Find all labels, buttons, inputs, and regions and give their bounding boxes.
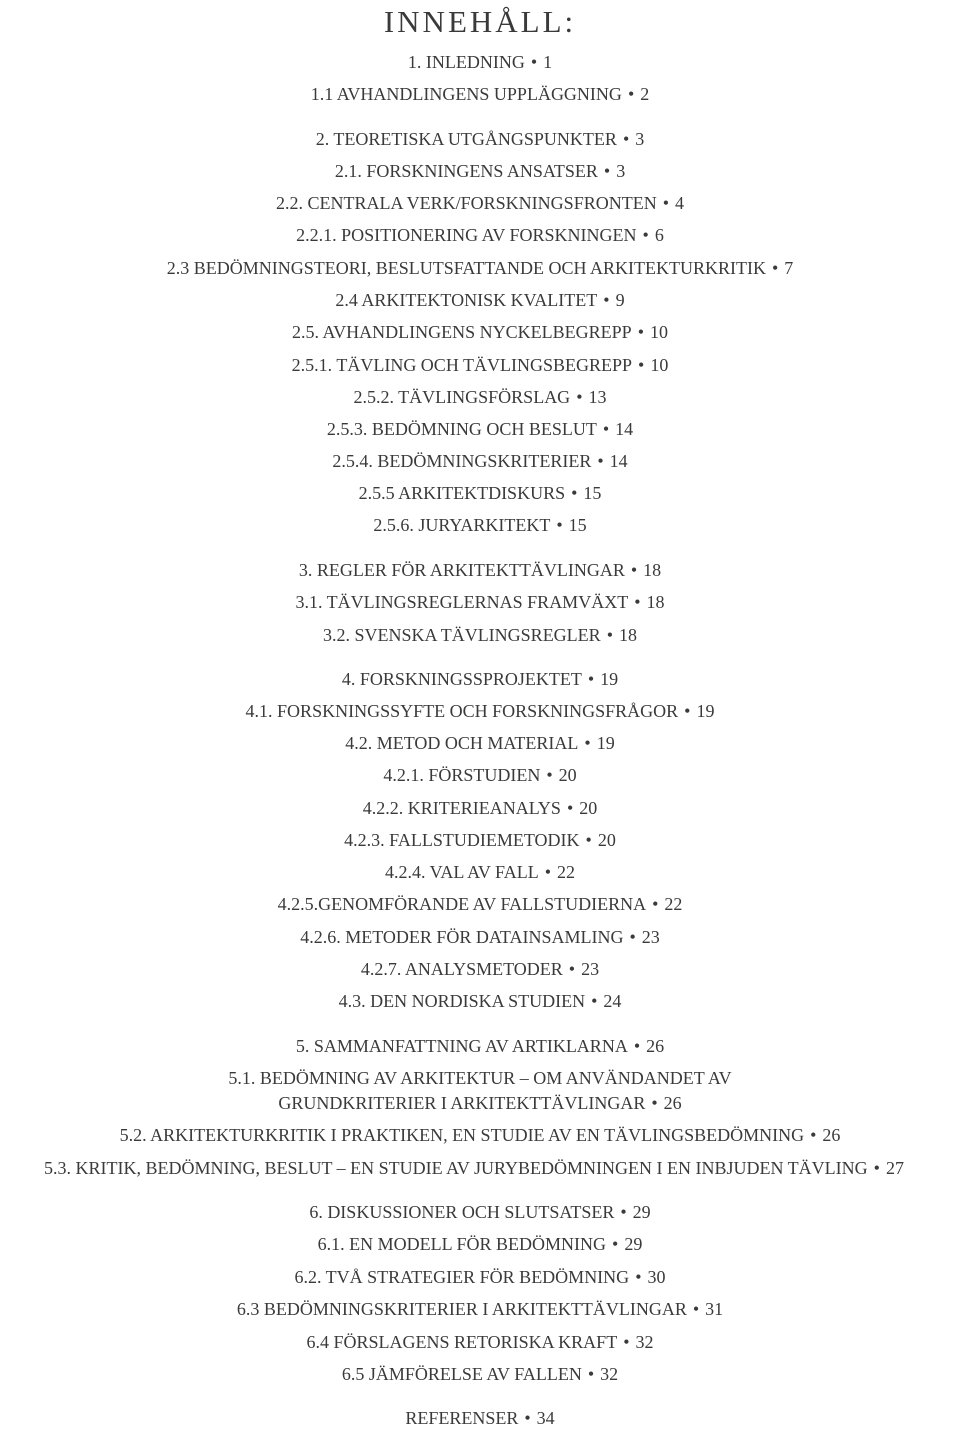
- toc-entry-title: 4.2.4. VAL AV FALL: [384, 862, 539, 882]
- toc-entry-page-number: 19: [600, 669, 619, 689]
- toc-entry-page-number: 3: [635, 129, 645, 149]
- toc-entry-page-number: 31: [705, 1299, 724, 1319]
- toc-entry[interactable]: [0, 892, 960, 916]
- page-title: INNEHÅLL:: [383, 4, 577, 39]
- toc-entry-title: 1.1 AVHANDLINGENS UPPLÄGGNING: [310, 84, 622, 104]
- toc-entry-page-number: 20: [558, 765, 577, 785]
- bullet-separator: •: [603, 161, 611, 181]
- toc-entry-page-number: 9: [615, 290, 625, 310]
- toc-entry-title: 4.1. FORSKNINGSSYFTE OCH FORSKNINGSFRÅGOR: [245, 701, 679, 721]
- bullet-separator: •: [635, 1267, 642, 1287]
- bullet-separator: •: [597, 451, 604, 471]
- toc-entry-page-number: 20: [579, 798, 598, 818]
- toc-entry[interactable]: [0, 127, 960, 151]
- toc-entry-title: 6.4 FÖRSLAGENS RETORISKA KRAFT: [306, 1332, 618, 1352]
- toc-entry[interactable]: [0, 860, 960, 884]
- toc-entry-title: 6.3 BEDÖMNINGSKRITERIER I ARKITEKTTÄVLINGAR: [236, 1299, 687, 1319]
- toc-entry-title: 2.5. AVHANDLINGENS NYCKELBEGREPP: [291, 322, 632, 342]
- toc-entry-title: 4.2.2. KRITERIEANALYS: [362, 798, 561, 818]
- bullet-separator: •: [633, 1036, 641, 1056]
- toc-entry[interactable]: [0, 667, 960, 691]
- toc-entry-page-number: 14: [615, 419, 634, 439]
- toc-entry[interactable]: [0, 82, 960, 106]
- toc-entry-title: 4.2.1. FÖRSTUDIEN: [383, 765, 541, 785]
- toc-entry-title: REFERENSER: [405, 1408, 519, 1428]
- toc-entry-page-number: 34: [536, 1408, 555, 1428]
- toc-entry[interactable]: [0, 699, 960, 723]
- toc-entry[interactable]: [0, 590, 960, 614]
- toc-entry-page-number: 7: [784, 258, 794, 278]
- bullet-separator: •: [629, 927, 636, 947]
- bullet-separator: •: [651, 1093, 658, 1113]
- bullet-separator: •: [620, 1202, 627, 1222]
- toc-entry[interactable]: [0, 320, 960, 344]
- toc-entry-title: 4.2.3. FALLSTUDIEMETODIK: [344, 830, 580, 850]
- toc-entry-title: 5.3. KRITIK, BEDÖMNING, BESLUT – EN STUDIE AV JURYBEDÖMNINGEN I EN INBJUDEN TÄVLING: [44, 1158, 868, 1178]
- toc-entry-title: 4.2. METOD OCH MATERIAL: [345, 733, 579, 753]
- toc-entry-title: 5.2. ARKITEKTURKRITIK I PRAKTIKEN, EN STUDIE AV EN TÄVLINGSBEDÖMNING: [119, 1125, 805, 1145]
- bullet-separator: •: [810, 1125, 817, 1145]
- toc-entry-page-number: 20: [597, 830, 616, 850]
- toc-entry-page-number: 19: [596, 733, 615, 753]
- bullet-separator: •: [684, 701, 691, 721]
- toc-entry-page-number: 10: [650, 355, 669, 375]
- toc-entry[interactable]: [0, 288, 960, 312]
- toc-entry-page-number: 26: [646, 1036, 665, 1056]
- toc-entry-page-number: 23: [581, 959, 600, 979]
- bullet-separator: •: [530, 52, 538, 72]
- bullet-separator: •: [603, 290, 610, 310]
- bullet-separator: •: [637, 322, 644, 342]
- bullet-separator: •: [630, 560, 638, 580]
- toc-entry-page-number: 13: [588, 387, 607, 407]
- toc-entry[interactable]: [0, 1406, 960, 1430]
- toc-entry[interactable]: [0, 1156, 954, 1180]
- toc-entry-title: 2.2. CENTRALA VERK/FORSKNINGSFRONTEN: [275, 193, 657, 213]
- toc-entry[interactable]: [0, 1034, 960, 1058]
- toc-entry-title: 6.5 JÄMFÖRELSE AV FALLEN: [341, 1364, 582, 1384]
- toc-entry-title: 2.4 ARKITEKTONISK KVALITET: [335, 290, 598, 310]
- bullet-separator: •: [556, 515, 563, 535]
- toc-entry-title: 5.1. BEDÖMNING AV ARKITEKTUR – OM ANVÄNDANDET AV: [228, 1068, 732, 1088]
- toc-entry[interactable]: [0, 481, 960, 505]
- toc-entry-title: 1. INLEDNING: [407, 52, 525, 72]
- toc-entry-page-number: 29: [632, 1202, 651, 1222]
- toc-entry-title: 4.3. DEN NORDISKA STUDIEN: [338, 991, 586, 1011]
- toc-entry[interactable]: [0, 1362, 960, 1386]
- bullet-separator: •: [602, 419, 610, 439]
- toc-entry[interactable]: [0, 1200, 960, 1224]
- toc-entry-title: 2. TEORETISKA UTGÅNGSPUNKTER: [315, 129, 617, 149]
- toc-entry-page-number: 29: [624, 1234, 643, 1254]
- toc-entry-page-number: 26: [822, 1125, 841, 1145]
- toc-entry[interactable]: [0, 828, 960, 852]
- bullet-separator: •: [692, 1299, 700, 1319]
- toc-entry-page-number: 2: [640, 84, 650, 104]
- toc-entry[interactable]: [0, 513, 960, 537]
- toc-entry[interactable]: [0, 50, 960, 74]
- toc-entry[interactable]: [0, 1232, 960, 1256]
- toc-entry[interactable]: [0, 159, 960, 183]
- toc-entry[interactable]: [0, 449, 960, 473]
- bullet-separator: •: [638, 355, 645, 375]
- toc-entry-page-number: 1: [543, 52, 553, 72]
- toc-entry-page-number: 14: [609, 451, 628, 471]
- toc-entry-title: 2.5.1. TÄVLING OCH TÄVLINGSBEGREPP: [291, 355, 633, 375]
- bullet-separator: •: [546, 765, 553, 785]
- bullet-separator: •: [587, 669, 595, 689]
- toc-entry[interactable]: [0, 1091, 960, 1115]
- toc-entry-page-number: 18: [643, 560, 662, 580]
- bullet-separator: •: [622, 129, 630, 149]
- bullet-separator: •: [568, 959, 576, 979]
- bullet-separator: •: [662, 193, 670, 213]
- toc-entry[interactable]: [0, 353, 960, 377]
- toc-entry-page-number: 30: [647, 1267, 666, 1287]
- toc-entry-page-number: 3: [616, 161, 626, 181]
- toc-entry[interactable]: [0, 989, 960, 1013]
- toc-entry-title: 2.5.3. BEDÖMNING OCH BESLUT: [326, 419, 597, 439]
- toc-entry-title: 2.1. FORSKNINGENS ANSATSER: [334, 161, 598, 181]
- toc-entry-title: 6.1. EN MODELL FÖR BEDÖMNING: [317, 1234, 606, 1254]
- bullet-separator: •: [873, 1158, 880, 1178]
- toc-entry-page-number: 22: [557, 862, 575, 882]
- toc-entry-title: 3.1. TÄVLINGSREGLERNAS FRAMVÄXT: [295, 592, 629, 612]
- bullet-separator: •: [587, 1364, 595, 1384]
- toc-entry-title: 3.2. SVENSKA TÄVLINGSREGLER: [323, 625, 601, 645]
- toc-entry[interactable]: [0, 925, 960, 949]
- toc-entry-page-number: 32: [635, 1332, 654, 1352]
- bullet-separator: •: [771, 258, 779, 278]
- toc-entry-page-number: 6: [654, 225, 664, 245]
- toc-entry-page-number: 10: [650, 322, 668, 342]
- toc-entry[interactable]: [0, 558, 960, 582]
- toc-entry-page-number: 23: [641, 927, 660, 947]
- toc-entry[interactable]: [0, 191, 960, 215]
- toc-entry-page-number: 26: [663, 1093, 682, 1113]
- toc-entry-page-number: 15: [568, 515, 587, 535]
- toc-entry[interactable]: [0, 385, 960, 409]
- toc-entry[interactable]: [0, 731, 960, 755]
- bullet-separator: •: [642, 225, 649, 245]
- bullet-separator: •: [634, 592, 641, 612]
- toc-entry[interactable]: [0, 1066, 960, 1090]
- bullet-separator: •: [591, 991, 598, 1011]
- bullet-separator: •: [576, 387, 583, 407]
- toc-entry-page-number: 27: [885, 1158, 904, 1178]
- toc-entry[interactable]: [0, 1330, 960, 1354]
- toc-entry-title: 5. SAMMANFATTNING AV ARTIKLARNA: [295, 1036, 628, 1056]
- toc-entry[interactable]: [0, 417, 960, 441]
- toc-entry-title: 6.2. TVÅ STRATEGIER FÖR BEDÖMNING: [294, 1267, 630, 1287]
- toc-entry-page-number: 22: [664, 894, 683, 914]
- bullet-separator: •: [652, 894, 659, 914]
- toc-entry[interactable]: [0, 796, 960, 820]
- bullet-separator: •: [627, 84, 635, 104]
- toc-entry-title: 2.5.4. BEDÖMNINGSKRITERIER: [332, 451, 592, 471]
- toc-entry[interactable]: [0, 1265, 960, 1289]
- bullet-separator: •: [584, 733, 591, 753]
- bullet-separator: •: [544, 862, 551, 882]
- toc-entry[interactable]: [0, 763, 960, 787]
- bullet-separator: •: [571, 483, 578, 503]
- toc-entry-title: 2.5.6. JURYARKITEKT: [373, 515, 551, 535]
- toc-entry-page-number: 4: [675, 193, 685, 213]
- toc-entry-page-number: 15: [583, 483, 602, 503]
- toc-entry-title: 4.2.5.GENOMFÖRANDE AV FALLSTUDIERNA: [277, 894, 647, 914]
- toc-entry-page-number: 18: [646, 592, 665, 612]
- toc-entry-page-number: 24: [603, 991, 622, 1011]
- bullet-separator: •: [566, 798, 574, 818]
- toc-entry-page-number: 32: [600, 1364, 619, 1384]
- toc-entry-page-number: 18: [619, 625, 637, 645]
- toc-entry-title: 4.2.6. METODER FÖR DATAINSAMLING: [300, 927, 624, 947]
- toc-entry-title: 4.2.7. ANALYSMETODER: [360, 959, 563, 979]
- toc-entry[interactable]: [0, 623, 960, 647]
- bullet-separator: •: [606, 625, 613, 645]
- toc-entry[interactable]: [0, 1123, 960, 1147]
- toc-entry-title: 4. FORSKNINGSSPROJEKTET: [341, 669, 582, 689]
- bullet-separator: •: [585, 830, 592, 850]
- toc-entry-title: GRUNDKRITERIER I ARKITEKTTÄVLINGAR: [278, 1093, 646, 1113]
- toc-entry[interactable]: [0, 1297, 960, 1321]
- toc-entry-title: 2.5.2. TÄVLINGSFÖRSLAG: [353, 387, 571, 407]
- toc-entry[interactable]: [0, 957, 960, 981]
- toc-entry-title: 2.3 BEDÖMNINGSTEORI, BESLUTSFATTANDE OCH ARKITEKTURKRITIK: [166, 258, 766, 278]
- toc-entry-page-number: 19: [696, 701, 715, 721]
- bullet-separator: •: [623, 1332, 630, 1352]
- toc-entry[interactable]: [0, 223, 960, 247]
- bullet-separator: •: [524, 1408, 531, 1428]
- bullet-separator: •: [612, 1234, 619, 1254]
- toc-entry-title: 2.2.1. POSITIONERING AV FORSKNINGEN: [296, 225, 637, 245]
- toc-entry-title: 2.5.5 ARKITEKTDISKURS: [358, 483, 566, 503]
- toc-entry-title: 3. REGLER FÖR ARKITEKTTÄVLINGAR: [298, 560, 625, 580]
- toc-entry-title: 6. DISKUSSIONER OCH SLUTSATSER: [309, 1202, 615, 1222]
- toc-entry[interactable]: [0, 256, 960, 280]
